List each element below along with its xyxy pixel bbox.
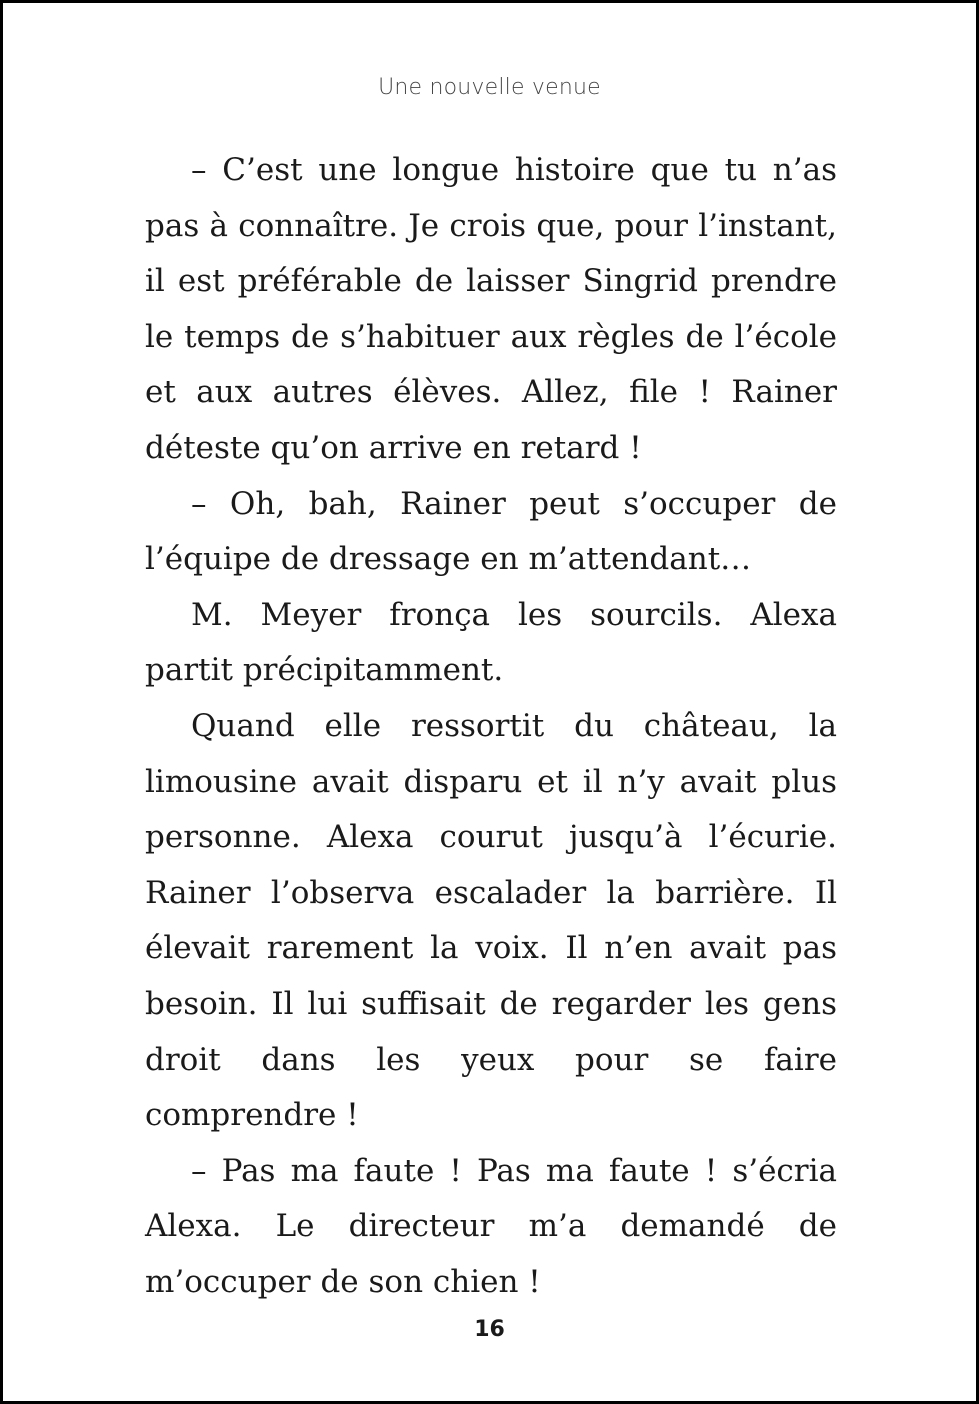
- page-number: 16: [474, 1317, 505, 1342]
- paragraph: – Oh, bah, Rainer peut s’occuper de l’équipe de dressage en m’attendant…: [145, 485, 837, 578]
- body-text: [145, 143, 837, 1310]
- paragraph: – C’est une longue histoire que tu n’as pas à connaître. Je crois que, pour l’instant, il est préférable de laisser Singrid prendre le temps de s’habituer aux règles de l’école et aux autres élèves. Allez, file ! Rainer déteste qu’on arrive en retard !: [145, 152, 837, 466]
- paragraph: M. Meyer fronça les sourcils. Alexa partit précipitamment.: [145, 596, 837, 689]
- paragraph: – Pas ma faute ! Pas ma faute ! s’écria Alexa. Le directeur m’a demandé de m’occuper de son chien !: [145, 1152, 837, 1300]
- paragraph: Quand elle ressortit du château, la limousine avait disparu et il n’y avait plus personne. Alexa courut jusqu’à l’écurie. Rainer l’observa escalader la barrière. Il élevait rarement la voix. Il n’en avait pas besoin. Il lui suffisait de regarder les gens droit dans les yeux pour se faire comprendre !: [145, 707, 837, 1134]
- running-header: Une nouvelle venue: [378, 75, 601, 100]
